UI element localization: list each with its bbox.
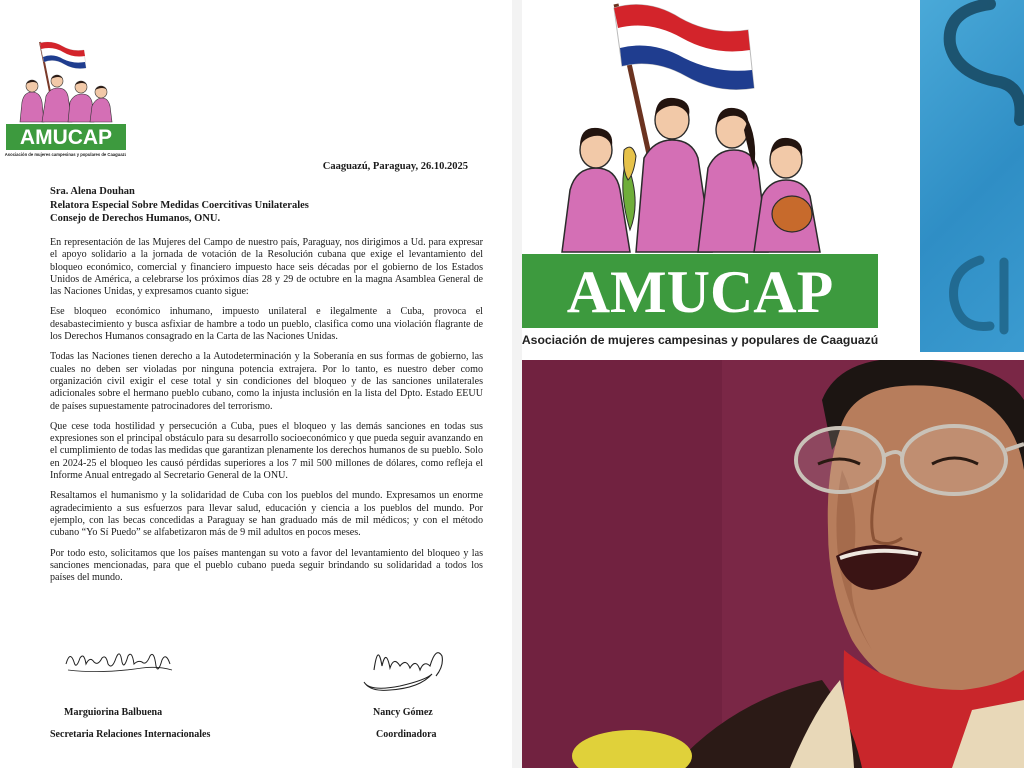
recipient-role: Relatora Especial Sobre Medidas Coercitivas Unilaterales (50, 199, 309, 211)
letter-body (50, 237, 483, 592)
panel-gap (522, 352, 1024, 360)
letter-recipient (50, 185, 309, 226)
panel-separator (908, 0, 920, 352)
signature-2 (360, 636, 452, 694)
letter-paragraph: Resaltamos el humanismo y la solidaridad de Cuba con los pueblos del mundo. Expresamos un enorme agradecimiento a sus esfuerzos para llevar salud, educación y ciencia a los pueblos del mundo. Por ejemplo, con las becas concedidas a Paraguay se han graduado más de mil médicos; y con el método cubano “Yo Sí Puedo” se alfabetizaron más de 9 mil adultos en pocos meses. (50, 490, 483, 539)
speaker-photo (522, 360, 1024, 768)
signatory-title-1: Secretaria Relaciones Internacionales (50, 729, 211, 740)
letter-paragraph: Ese bloqueo económico inhumano, impuesto unilateral e ilegalmente a Cuba, provoca el desabastecimiento y busca asfixiar de hambre a todo un pueblo, clasifica como una violación flagrante de los Derechos Humanos consagrado en la Carta de las Naciones Unidas. (50, 306, 483, 343)
svg-text:Asociación de mujeres campesin: Asociación de mujeres campesinas y populares de Caaguazú (4, 152, 126, 157)
signatory-name-1: Marguiorina Balbuena (64, 707, 163, 718)
svg-text:AMUCAP: AMUCAP (566, 259, 834, 325)
amucap-logo-small (4, 40, 126, 158)
signature-1 (62, 640, 182, 680)
svg-text:AMUCAP: AMUCAP (19, 126, 113, 149)
letter-paragraph: En representación de las Mujeres del Campo de nuestro país, Paraguay, nos dirigimos a Ud. para expresar el apoyo solidario a la jornada de votación de la Resolución cubana que exige el levantamiento del bloqueo económico, comercial y financiero impuesto hace seis décadas por el gobierno de los Estados Unidos de América, a celebrarse los próximos días 28 y 29 de octubre en la magna Asamblea General de las Naciones Unidas, y expresamos cuanto sigue: (50, 237, 483, 298)
recipient-organization: Consejo de Derechos Humanos, ONU. (50, 213, 221, 224)
amucap-logo-large (522, 0, 908, 352)
letter-paragraph: Por todo esto, solicitamos que los países mantengan su voto a favor del levantamiento del bloqueo y las sanciones mencionadas, para que el pueblo cubano pueda seguir brindando su solidaridad a todos los países del mundo. (50, 547, 483, 584)
letter-date: Caaguazú, Paraguay, 26.10.2025 (322, 161, 468, 172)
blue-graphic-panel (920, 0, 1024, 352)
svg-text:Asociación de mujeres campesin: Asociación de mujeres campesinas y populares de Caaguazú (522, 333, 879, 347)
signatory-title-2: Coordinadora (376, 729, 437, 740)
recipient-name: Sra. Alena Douhan (50, 186, 135, 197)
letter-paragraph: Que cese toda hostilidad y persecución a Cuba, pues el bloqueo y las demás sanciones en todas sus expresiones son el principal obstáculo para su desarrollo socioeconómico y que pueda seguir avanzando en el cumplimiento de todas las medidas que garantizan plenamente los derechos humanos de su pueblo. Solo en 2024-25 el bloqueo les causó pérdidas superiores a los 7 mil 500 millones de dólares, como refleja el Informe Anual entregado al Secretario General de la ONU. (50, 420, 483, 482)
collage-divider (512, 0, 522, 768)
letter-paragraph: Todas las Naciones tienen derecho a la Autodeterminación y la Soberanía en sus formas de gobierno, las cuales no deben ser violadas por ninguna potencia extrajera. Por lo tanto, es nuestro deber como organización civil exigir el cese total y sin condiciones del bloqueo y de las sanciones unilaterales adicionales sobre el hermano pueblo cubano, como la injusta inclusión en la lista del Dpto. Estado EEUU de países supuestamente patrocinadores del terrorismo. (50, 351, 483, 412)
signatory-name-2: Nancy Gómez (373, 707, 433, 718)
